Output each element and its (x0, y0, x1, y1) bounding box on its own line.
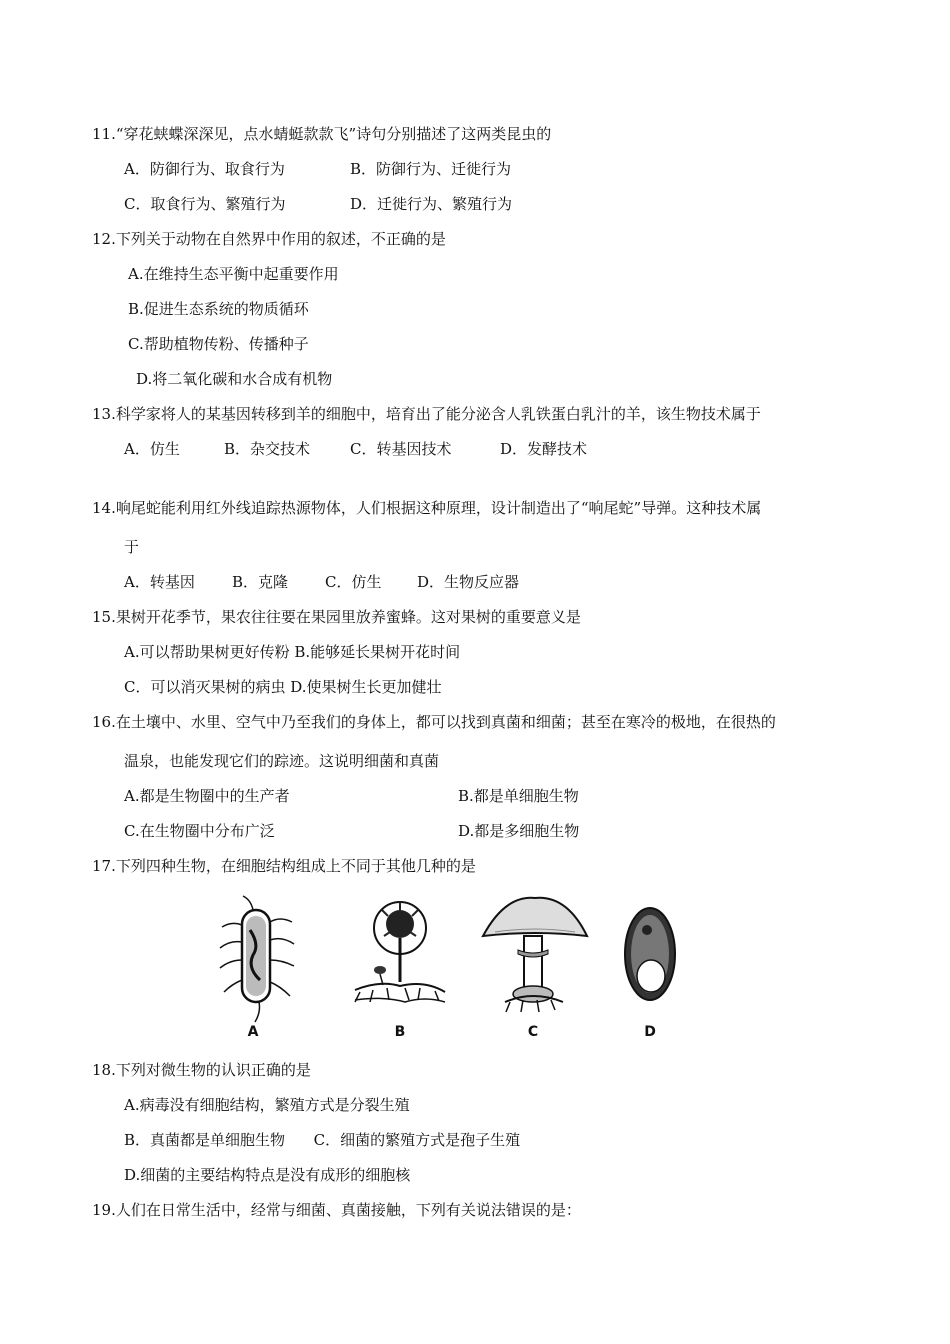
question-12-option-a: A.在维持生态平衡中起重要作用 (128, 265, 339, 283)
organisms-illustration (205, 890, 705, 1040)
question-14-option-d: D．生物反应器 (417, 573, 520, 591)
question-19-stem: 19.人们在日常生活中，经常与细菌、真菌接触，下列有关说法错误的是： (92, 1201, 581, 1219)
question-13-option-b: B．杂交技术 (224, 440, 311, 458)
question-17-stem: 17.下列四种生物，在细胞结构组成上不同于其他几种的是 (92, 857, 476, 875)
question-13-stem: 13.科学家将人的某基因转移到羊的细胞中，培育出了能分泌含人乳铁蛋白乳汁的羊，该生物技术属于 (92, 405, 761, 423)
question-16-stem: 16.在土壤中、水里、空气中乃至我们的身体上，都可以找到真菌和细菌；甚至在寒冷的极地，在很热的 (92, 713, 776, 731)
mold-illustration (355, 902, 445, 1002)
question-15-options-cd: C．可以消灭果树的病虫 D.使果树生长更加健壮 (124, 678, 442, 696)
question-18-option-a: A.病毒没有细胞结构，繁殖方式是分裂生殖 (124, 1096, 410, 1114)
question-18-option-d: D.细菌的主要结构特点是没有成形的细胞核 (124, 1166, 411, 1184)
question-17-figure (205, 890, 705, 1040)
question-15-stem: 15.果树开花季节，果农往往要在果园里放养蜜蜂。这对果树的重要意义是 (92, 608, 581, 626)
figure-label-d: D (644, 1024, 656, 1040)
question-16-stem-continued: 温泉，也能发现它们的踪迹。这说明细菌和真菌 (124, 752, 440, 770)
figure-label-a: A (247, 1024, 259, 1040)
question-11-option-c: C．取食行为、繁殖行为 (124, 195, 286, 213)
figure-label-c: C (527, 1024, 539, 1040)
question-13-option-a: A．仿生 (124, 440, 180, 458)
question-18-stem: 18.下列对微生物的认识正确的是 (92, 1061, 311, 1079)
question-14-stem: 14.响尾蛇能利用红外线追踪热源物体，人们根据这种原理，设计制造出了“响尾蛇”导弹。这种技术属 (92, 499, 762, 517)
question-12-option-b: B.促进生态系统的物质循环 (128, 300, 309, 318)
question-14-option-a: A．转基因 (124, 573, 195, 591)
question-11-option-b: B．防御行为、迁徙行为 (350, 160, 512, 178)
question-11-option-d: D．迁徙行为、繁殖行为 (350, 195, 513, 213)
question-15-options-ab: A.可以帮助果树更好传粉 B.能够延长果树开花时间 (124, 643, 461, 661)
bacterium-illustration (220, 896, 294, 1022)
yeast-cell-illustration (625, 908, 675, 1000)
question-11-stem: 11.“穿花蛱蝶深深见，点水蜻蜓款款飞”诗句分别描述了这两类昆虫的 (92, 125, 552, 143)
question-18-options-bc: B．真菌都是单细胞生物 C．细菌的繁殖方式是孢子生殖 (124, 1131, 521, 1149)
question-13-option-d: D．发酵技术 (500, 440, 588, 458)
mushroom-illustration (483, 898, 587, 1012)
question-12-option-c: C.帮助植物传粉、传播种子 (128, 335, 309, 353)
question-14-option-c: C．仿生 (325, 573, 382, 591)
question-12-stem: 12.下列关于动物在自然界中作用的叙述，不正确的是 (92, 230, 446, 248)
question-14-option-b: B．克隆 (232, 573, 289, 591)
question-16-option-b: B.都是单细胞生物 (458, 787, 579, 805)
question-16-option-d: D.都是多细胞生物 (458, 822, 580, 840)
question-13-option-c: C．转基因技术 (350, 440, 452, 458)
figure-label-b: B (394, 1024, 406, 1040)
question-12-option-d: D.将二氧化碳和水合成有机物 (136, 370, 333, 388)
question-16-option-a: A.都是生物圈中的生产者 (124, 787, 290, 805)
question-14-stem-continued: 于 (124, 538, 140, 556)
question-11-option-a: A．防御行为、取食行为 (124, 160, 285, 178)
question-16-option-c: C.在生物圈中分布广泛 (124, 822, 275, 840)
